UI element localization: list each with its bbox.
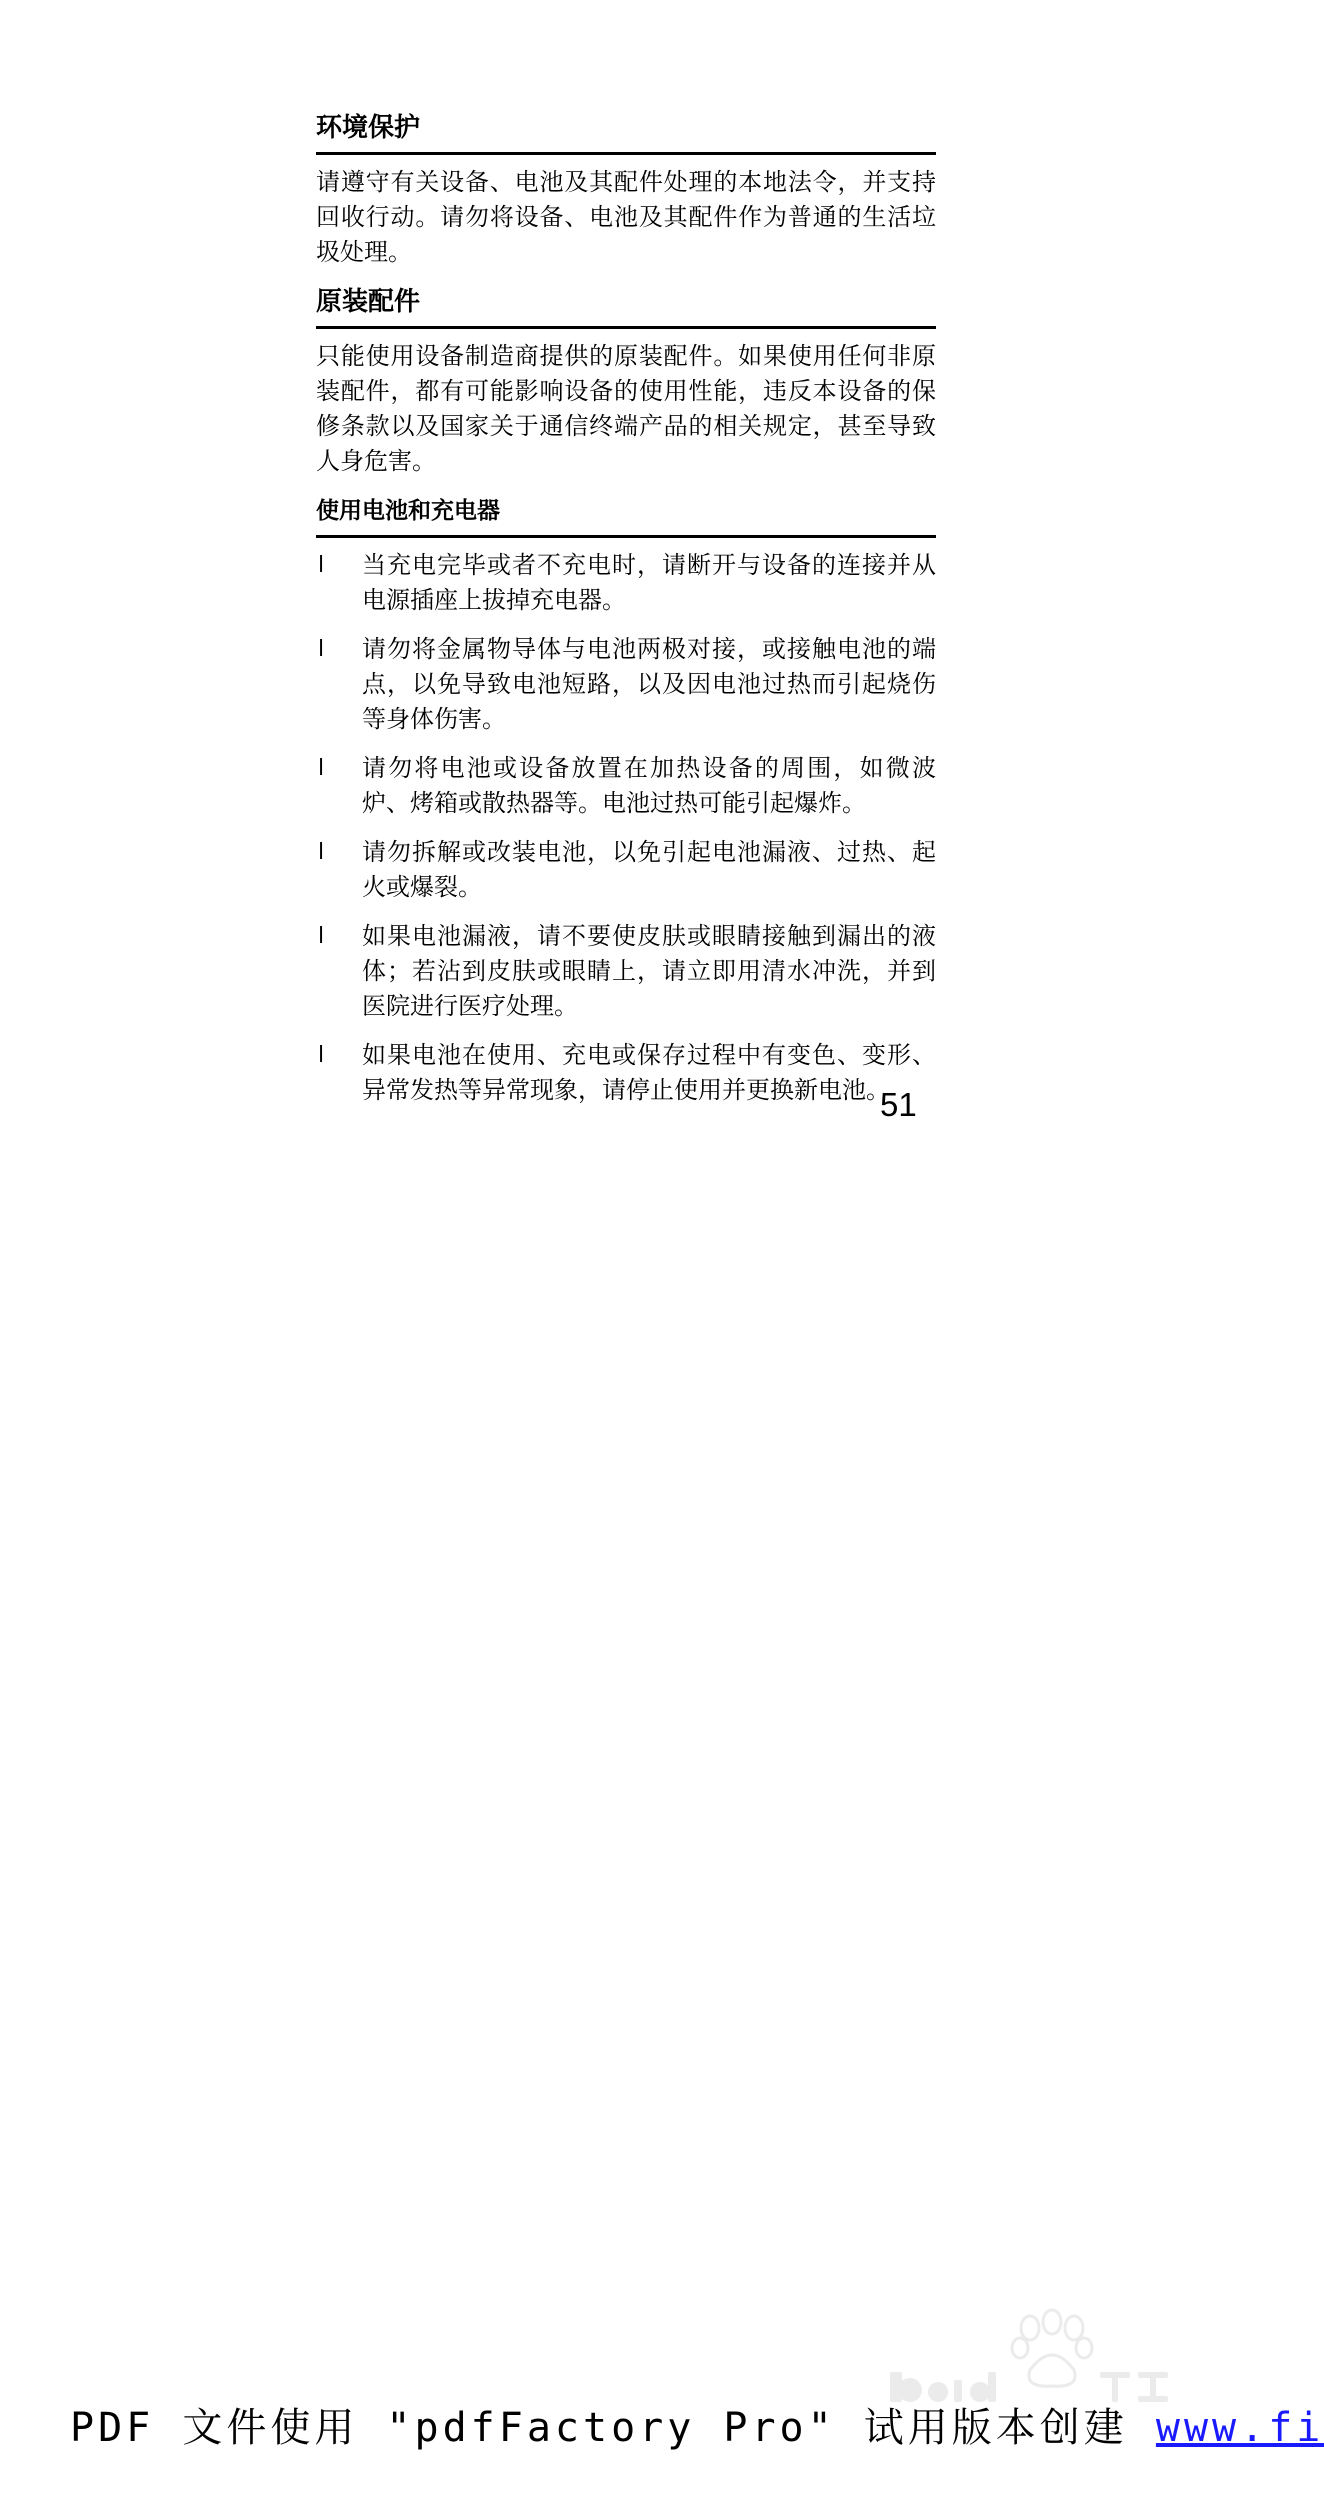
page-number: 51 bbox=[880, 1086, 917, 1123]
section-title-battery-charger: 使用电池和充电器 bbox=[316, 498, 500, 524]
list-item bbox=[316, 548, 936, 618]
footer-link[interactable]: www.fi bbox=[1155, 2405, 1324, 2451]
pdf-generator-footer bbox=[70, 2400, 1324, 2456]
list-item-text: 当充电完毕或者不充电时，请断开与设备的连接并从电源插座上拔掉充电器。 bbox=[362, 551, 936, 614]
list-item bbox=[316, 835, 936, 905]
section-divider bbox=[316, 535, 936, 538]
section-title-environment: 环境保护 bbox=[316, 113, 421, 143]
list-item bbox=[316, 1038, 936, 1108]
section-divider bbox=[316, 326, 936, 329]
list-item bbox=[316, 632, 936, 737]
list-item-text: 如果电池在使用、充电或保存过程中有变色、变形、异常发热等异常现象，请停止使用并更换新电池。 bbox=[362, 1041, 936, 1104]
list-item-text: 请勿将电池或设备放置在加热设备的周围，如微波炉、烤箱或散热器等。电池过热可能引起爆炸。 bbox=[362, 754, 936, 817]
list-item-text: 如果电池漏液，请不要使皮肤或眼睛接触到漏出的液体；若沾到皮肤或眼睛上，请立即用清水冲洗，并到医院进行医疗处理。 bbox=[362, 922, 936, 1020]
baidu-jingyan-watermark-logo bbox=[880, 2300, 1180, 2410]
section-paragraph-environment: 请遵守有关设备、电池及其配件处理的本地法令，并支持回收行动。请勿将设备、电池及其配件作为普通的生活垃圾处理。 bbox=[316, 168, 936, 266]
list-item-text: 请勿将金属物导体与电池两极对接，或接触电池的端点，以免导致电池短路，以及因电池过热而引起烧伤等身体伤害。 bbox=[362, 635, 936, 733]
bullet-marker: l bbox=[318, 840, 325, 865]
list-item bbox=[316, 919, 936, 1024]
section-paragraph-original-accessories: 只能使用设备制造商提供的原装配件。如果使用任何非原装配件，都有可能影响设备的使用性能，违反本设备的保修条款以及国家关于通信终端产品的相关规定，甚至导致人身危害。 bbox=[316, 342, 936, 475]
section-divider bbox=[316, 152, 936, 155]
bullet-marker: l bbox=[318, 756, 325, 781]
footer-text: PDF 文件使用 "pdfFactory Pro" 试用版本创建 bbox=[70, 2405, 1156, 2451]
section-title-original-accessories: 原装配件 bbox=[316, 287, 421, 317]
bullet-marker: l bbox=[318, 637, 325, 662]
list-item-text: 请勿拆解或改装电池，以免引起电池漏液、过热、起火或爆裂。 bbox=[362, 838, 936, 901]
bullet-marker: l bbox=[318, 924, 325, 949]
list-item bbox=[316, 751, 936, 821]
bullet-marker: l bbox=[318, 1043, 325, 1068]
document-body bbox=[316, 110, 936, 1122]
battery-safety-list bbox=[316, 548, 936, 1108]
bullet-marker: l bbox=[318, 553, 325, 578]
